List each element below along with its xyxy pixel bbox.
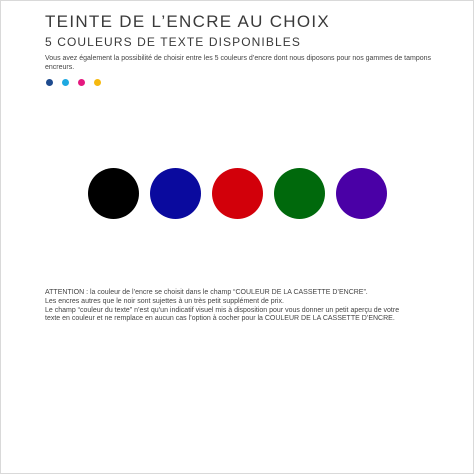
notice-line: ATTENTION : la couleur de l’encre se choisit dans le champ “COULEUR DE LA CASSETTE D’ENCRE”. [45,289,368,296]
brand-dot-navy [46,79,53,86]
brand-dot-magenta [78,79,85,86]
page-title: TEINTE DE L’ENCRE AU CHOIX [45,12,331,31]
ink-swatch-green [274,168,325,219]
description-text: Vous avez également la possibilité de choisir entre les 5 couleurs d’encre dont nous diposons pour nos gammes de tampons encreurs. [45,55,432,71]
ink-swatch-black [88,168,139,219]
notice-line: Les encres autres que le noir sont sujettes à un très petit supplément de prix. [45,297,284,305]
attention-notice [45,289,435,324]
notice-line: texte en couleur et ne remplace en aucun cas l’option à cocher pour la COULEUR DE LA CASSETTE D’ENCRE. [45,315,395,323]
notice-line: Le champ “couleur du texte” n’est qu’un indicatif visuel mis à disposition pour vous donner un petit aperçu de votre [45,306,400,314]
ink-swatch-violet [336,168,387,219]
brand-dot-cyan [62,79,69,86]
ink-color-swatches [88,168,387,219]
ink-swatch-red [212,168,263,219]
page-subtitle: 5 COULEURS DE TEXTE DISPONIBLES [45,35,301,49]
brand-color-dots [46,79,101,86]
brand-dot-yellow [94,79,101,86]
ink-swatch-blue [150,168,201,219]
